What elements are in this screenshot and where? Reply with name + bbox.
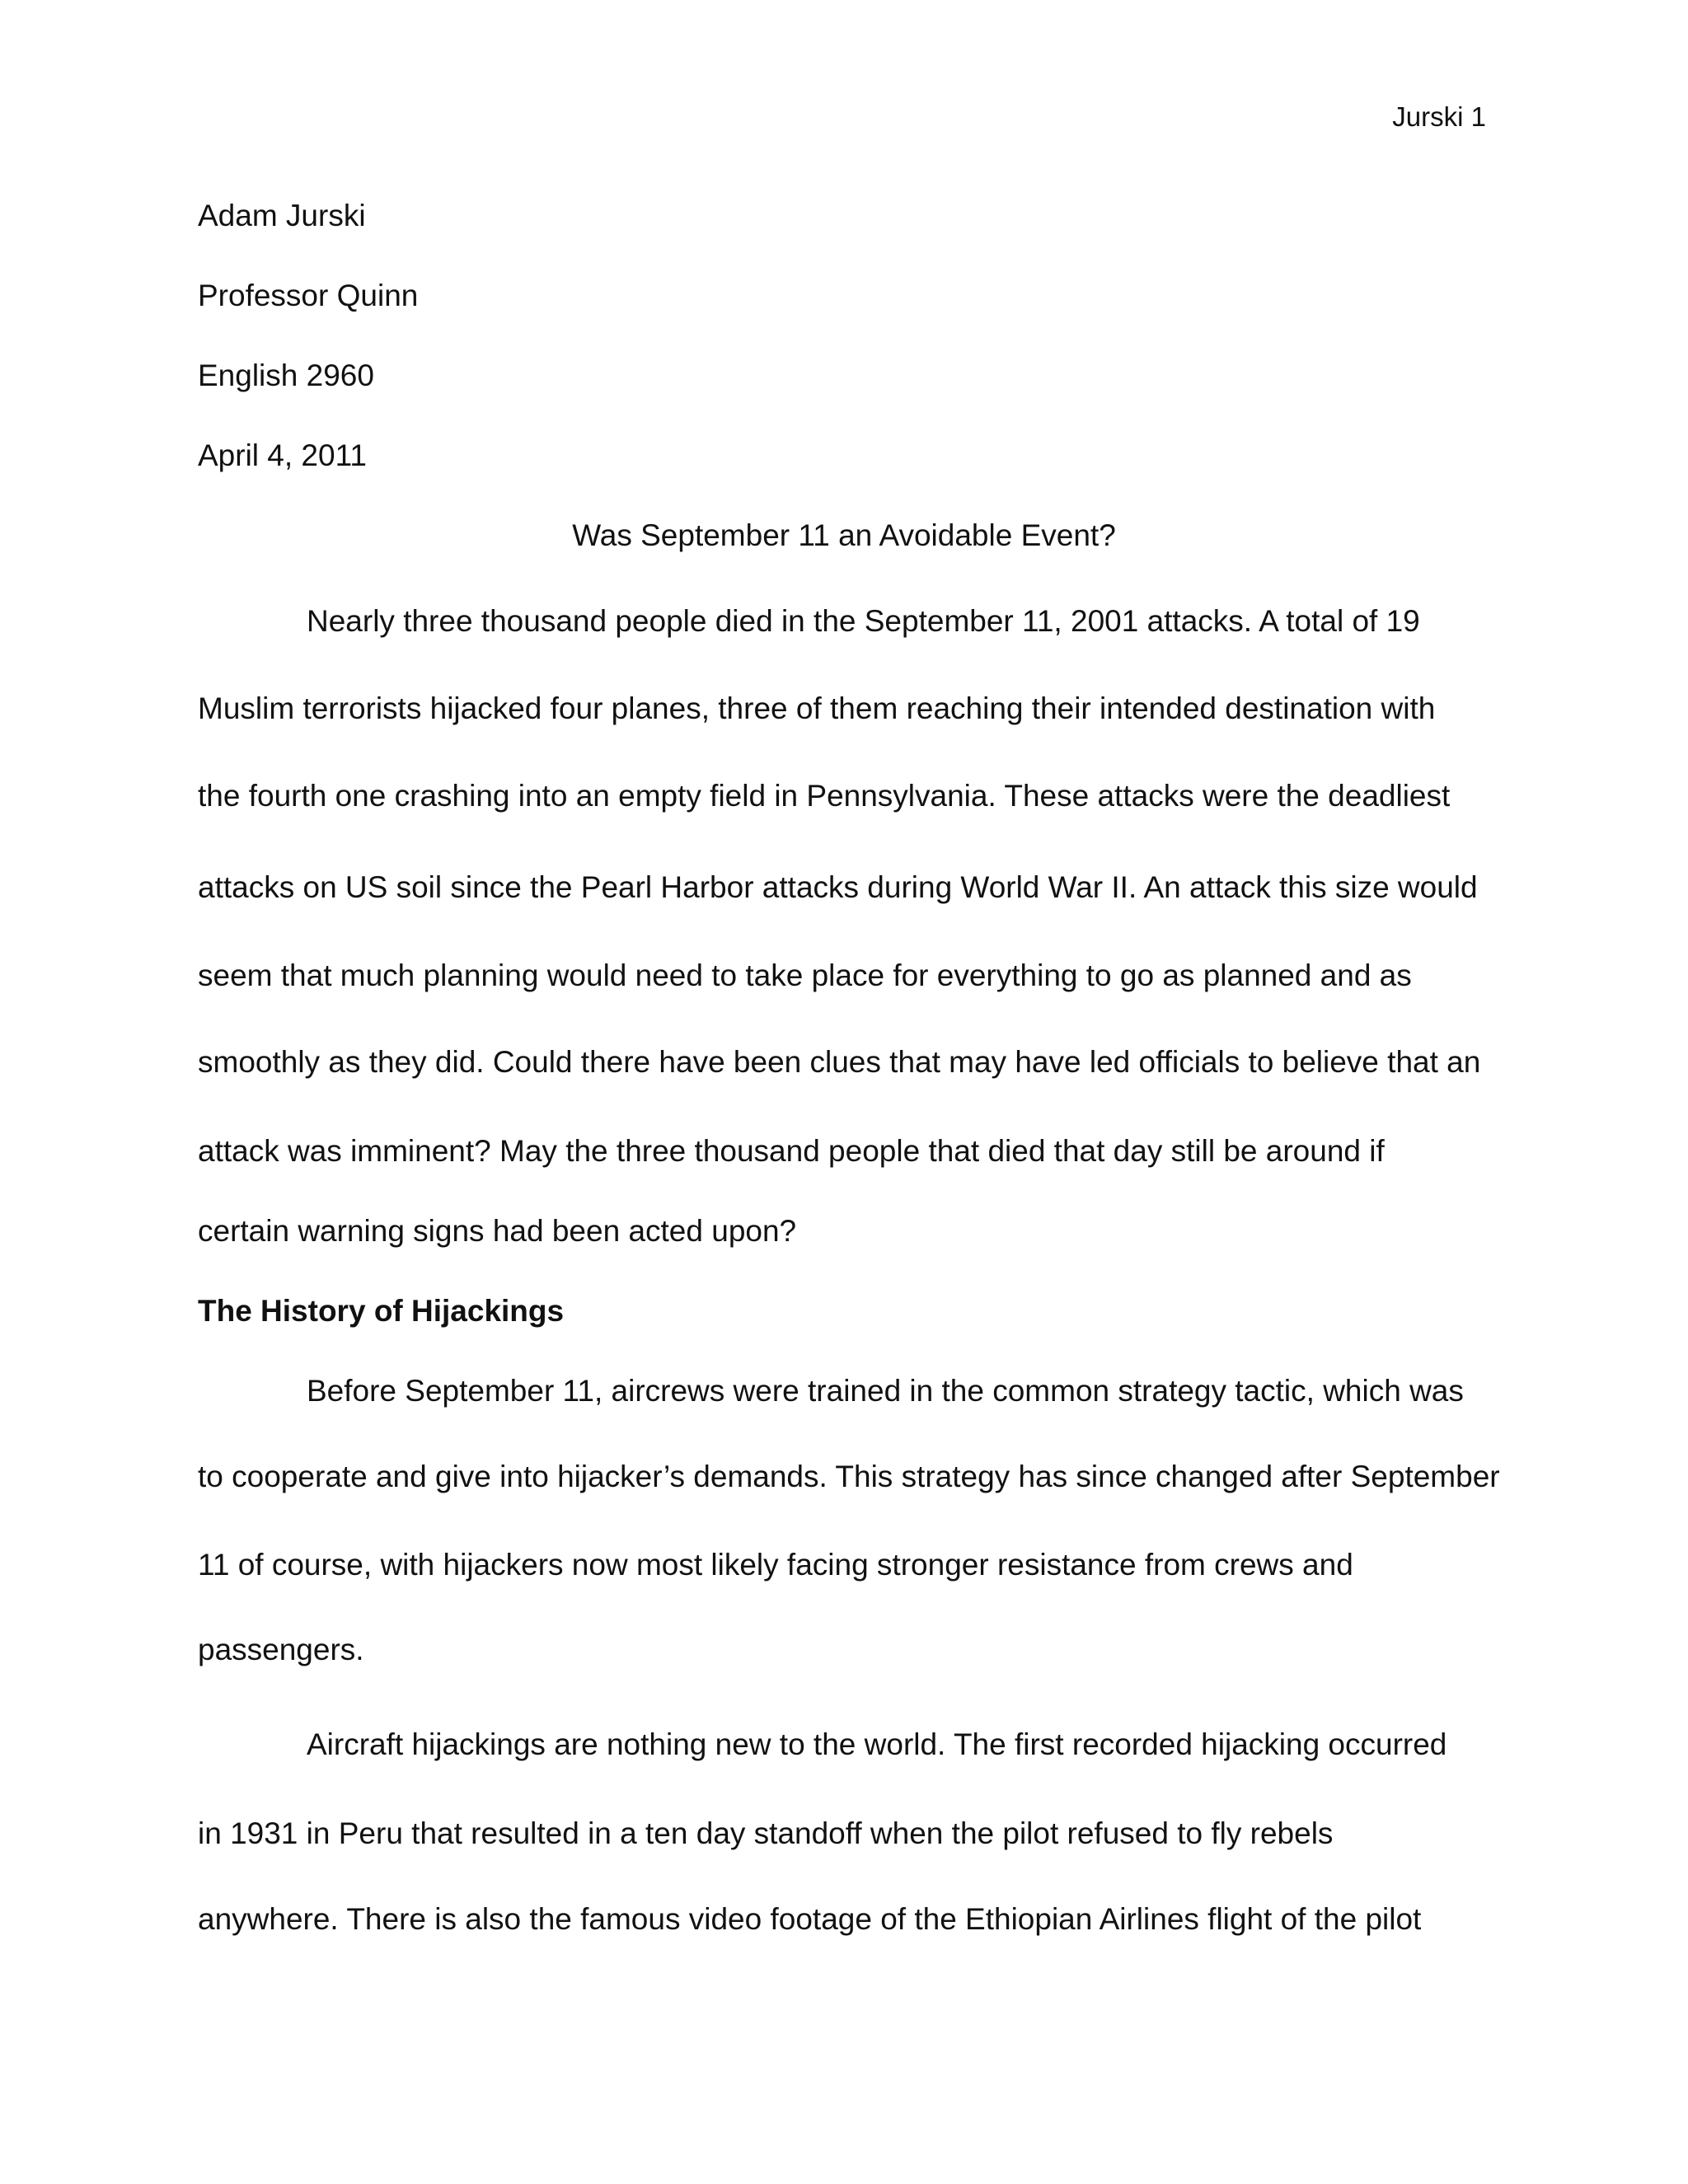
paragraph-line: Aircraft hijackings are nothing new to the world. The first recorded hijacking occurred — [307, 1727, 1447, 1761]
paragraph-line: Nearly three thousand people died in the September 11, 2001 attacks. A total of 19 — [307, 604, 1420, 638]
paragraph-line: passengers. — [198, 1633, 364, 1666]
paragraph-line: smoothly as they did. Could there have been clues that may have led officials to believe that an — [198, 1045, 1481, 1079]
paper-date: April 4, 2011 — [198, 438, 367, 472]
paragraph-line: 11 of course, with hijackers now most likely facing stronger resistance from crews and — [198, 1548, 1353, 1582]
author-name: Adam Jurski — [198, 199, 366, 232]
paragraph-line: the fourth one crashing into an empty field in Pennsylvania. These attacks were the deadliest — [198, 779, 1451, 813]
paragraph-line: Before September 11, aircrews were trained in the common strategy tactic, which was — [307, 1374, 1464, 1408]
paragraph-line: attack was imminent? May the three thousand people that died that day still be around if — [198, 1134, 1385, 1168]
running-head: Jurski 1 — [1392, 101, 1486, 132]
paragraph-line: anywhere. There is also the famous video footage of the Ethiopian Airlines flight of the pilot — [198, 1902, 1422, 1936]
paragraph-line: in 1931 in Peru that resulted in a ten day standoff when the pilot refused to fly rebels — [198, 1816, 1334, 1850]
paragraph-line: attacks on US soil since the Pearl Harbor attacks during World War II. An attack this size would — [198, 870, 1478, 904]
paragraph-line: Muslim terrorists hijacked four planes, three of them reaching their intended destination with — [198, 691, 1436, 725]
paragraph-line: certain warning signs had been acted upon? — [198, 1214, 797, 1248]
paper-title: Was September 11 an Avoidable Event? — [572, 518, 1116, 552]
course-name: English 2960 — [198, 359, 374, 392]
section-heading: The History of Hijackings — [198, 1294, 565, 1328]
paragraph-line: to cooperate and give into hijacker’s demands. This strategy has since changed after September — [198, 1460, 1500, 1493]
instructor-name: Professor Quinn — [198, 279, 419, 312]
paragraph-line: seem that much planning would need to take place for everything to go as planned and as — [198, 958, 1412, 992]
